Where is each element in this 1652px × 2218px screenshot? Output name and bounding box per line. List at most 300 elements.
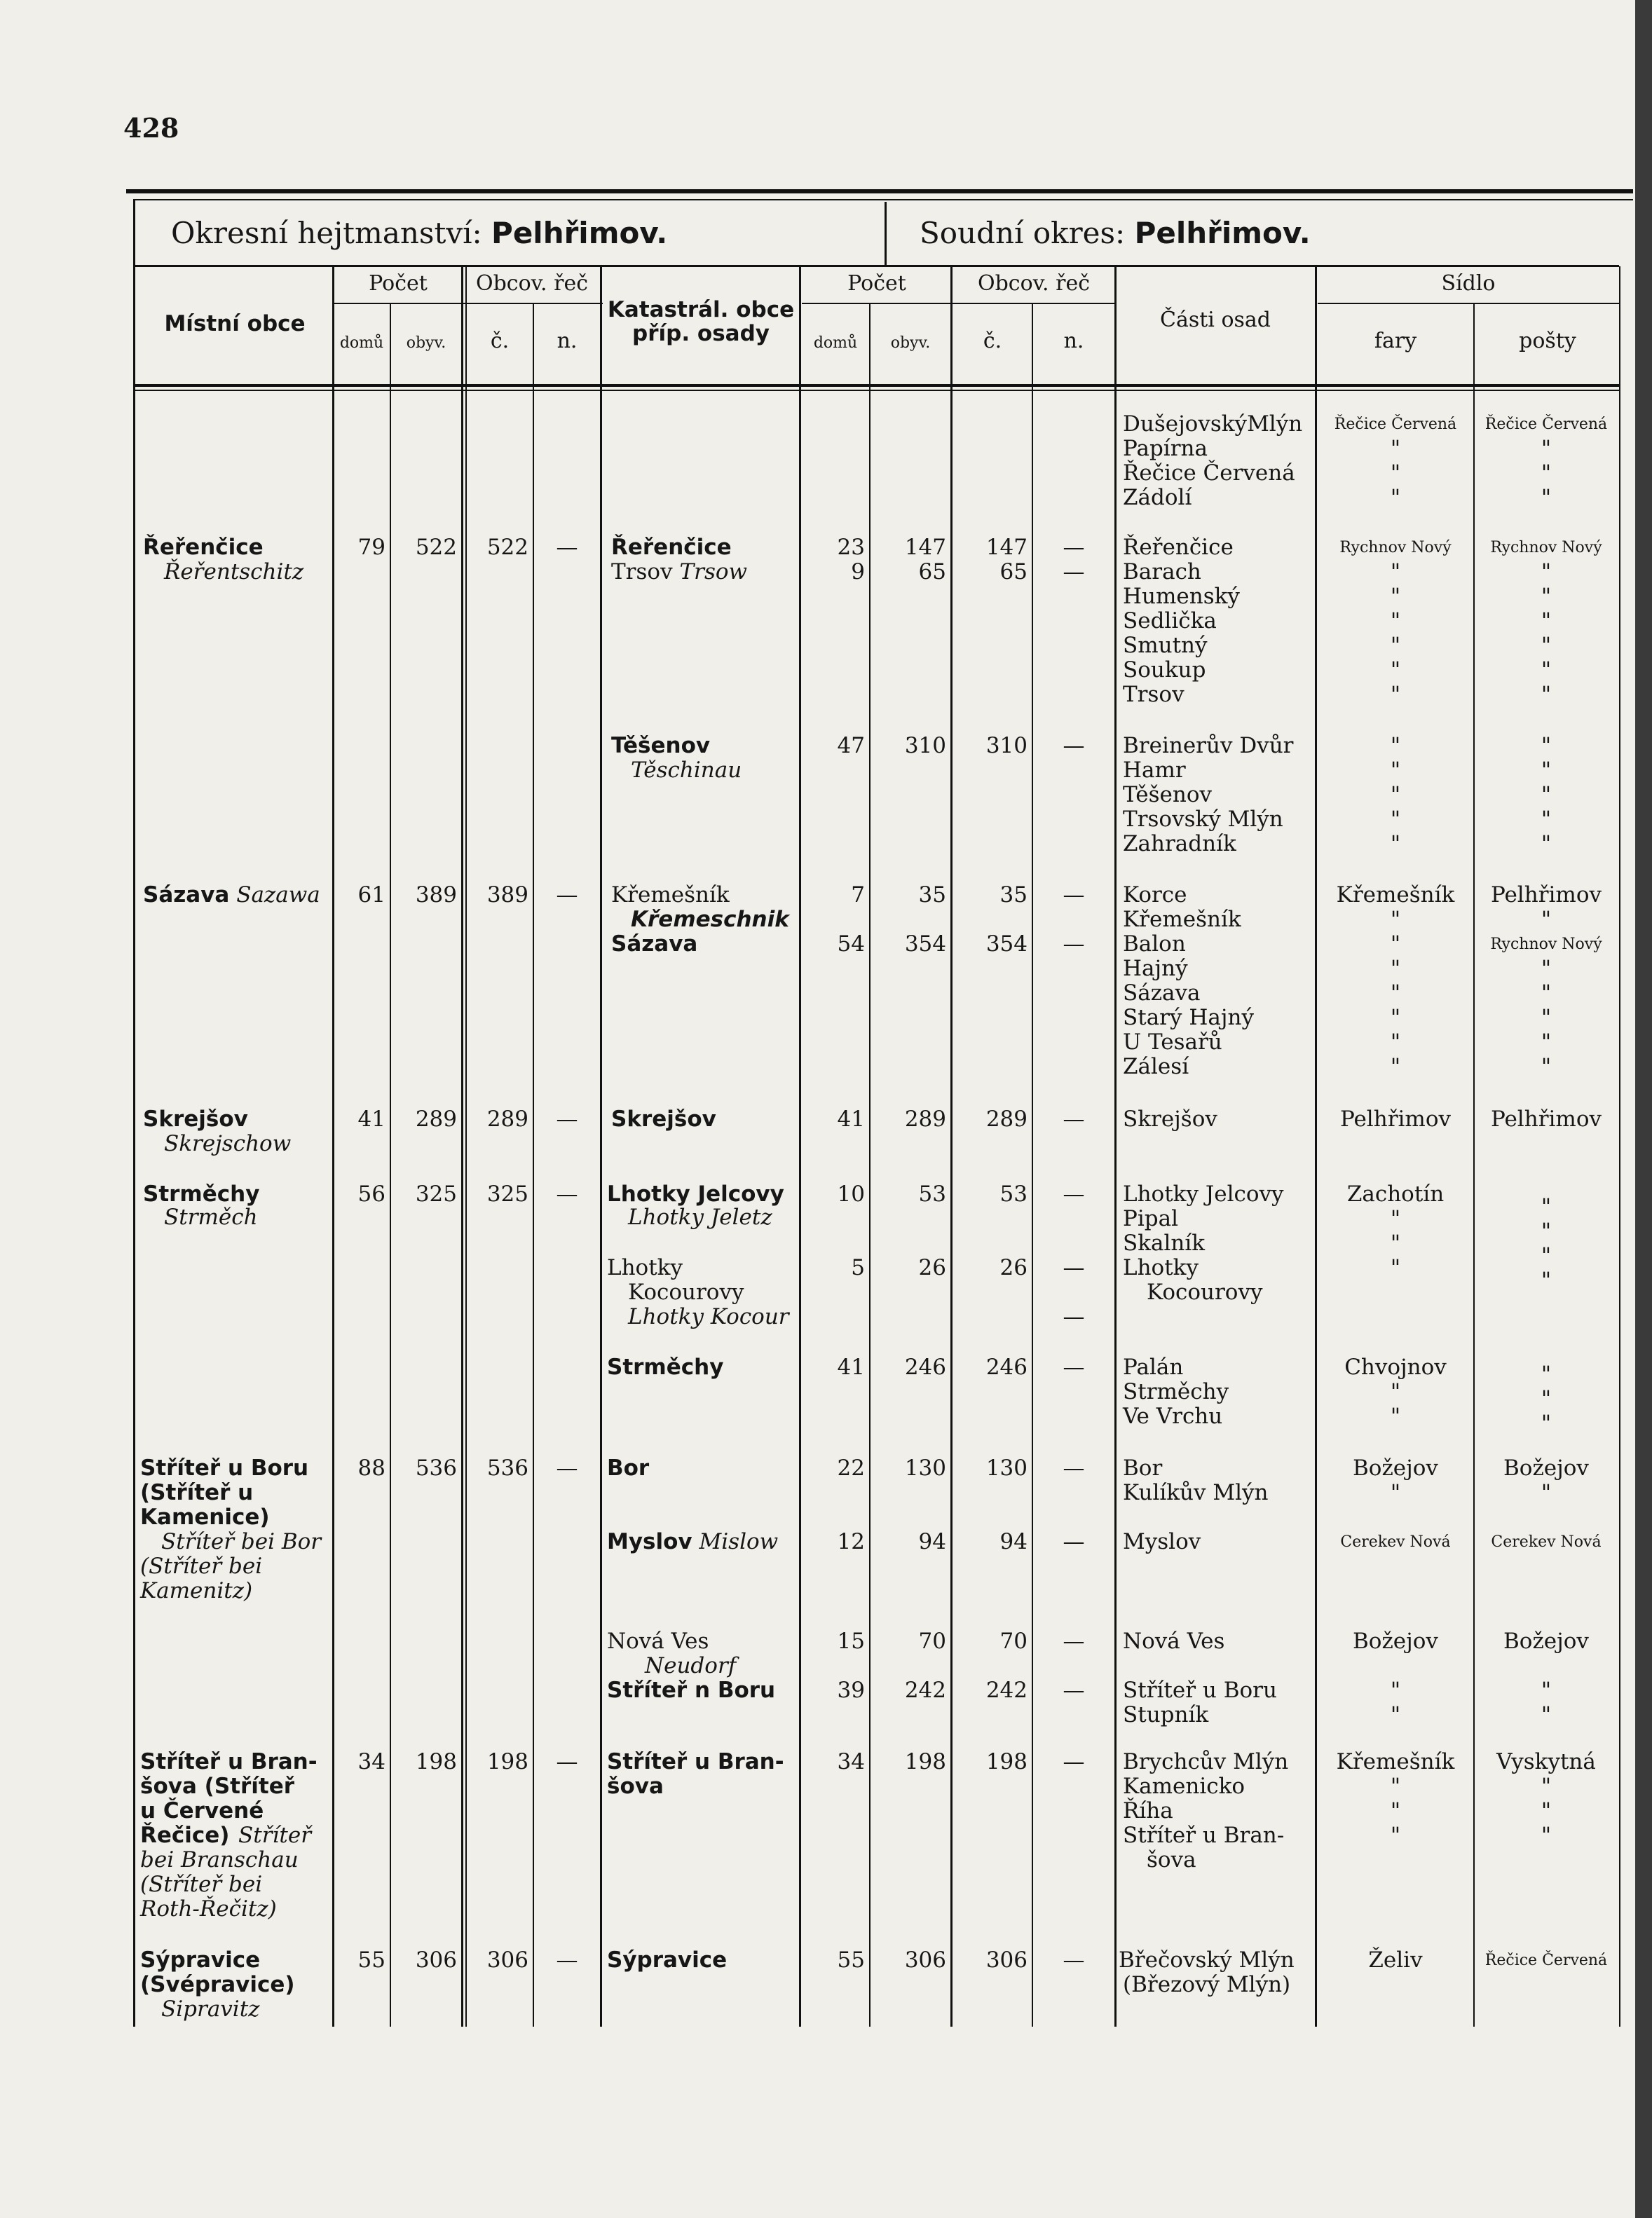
german-speakers: — [556, 1456, 578, 1481]
cad-czech: 246 [985, 1355, 1028, 1380]
cad-houses: 9 [851, 559, 865, 584]
parish-seat: " [1390, 657, 1401, 683]
municipality-name: Sázava [143, 882, 230, 908]
parish-seat: " [1390, 460, 1401, 486]
col-c-2: č. [983, 329, 1002, 353]
cad-houses: 54 [837, 931, 865, 957]
cad-german: — [1063, 1182, 1085, 1207]
col-n-1: n. [557, 329, 578, 353]
settlement-part: Těšenov [1123, 782, 1213, 807]
cad-czech: 306 [985, 1947, 1028, 1973]
houses-count: 34 [357, 1749, 385, 1774]
vline-10 [1114, 266, 1117, 2027]
german-speakers: — [556, 1947, 578, 1973]
post-seat: " [1541, 608, 1552, 634]
cad-residents: 94 [918, 1529, 946, 1554]
settlement-part: Hajný [1123, 956, 1188, 981]
post-seat: Božejov [1503, 1629, 1589, 1654]
settlement-part: Zahradník [1123, 831, 1236, 856]
german-speakers: — [556, 1107, 578, 1132]
post-seat: " [1541, 657, 1552, 683]
municipality-german: (Stříteř bei [140, 1872, 263, 1897]
cadastral-german: Mislow [699, 1529, 779, 1554]
top-rule-2 [133, 199, 1633, 200]
post-seat: " [1541, 758, 1552, 783]
parish-seat: " [1390, 1255, 1401, 1280]
post-seat: " [1541, 1219, 1552, 1244]
post-seat: " [1541, 980, 1552, 1006]
cadastral-name: Trsov [611, 559, 673, 584]
cad-houses: 5 [851, 1255, 865, 1280]
municipality-name-alt: (Svépravice) [140, 1972, 295, 1997]
cadastral-row [607, 1530, 778, 1554]
cad-houses: 41 [837, 1107, 865, 1132]
post-seat: " [1541, 1774, 1552, 1799]
cad-residents: 35 [918, 882, 946, 908]
cad-czech: 94 [999, 1529, 1028, 1554]
parish-seat: " [1390, 733, 1401, 758]
post-seat: " [1541, 807, 1552, 832]
parish-seat: " [1390, 633, 1401, 658]
houses-count: 79 [357, 535, 385, 560]
vline-9 [1032, 303, 1033, 2027]
parish-seat: Křemešník [1336, 1749, 1455, 1774]
parish-seat: " [1390, 1823, 1401, 1848]
vline-left [133, 200, 135, 2027]
post-seat: " [1541, 782, 1552, 807]
parish-seat: " [1390, 1379, 1401, 1404]
post-seat: " [1541, 485, 1552, 510]
municipality-german: Sazawa [236, 882, 320, 908]
post-seat: " [1541, 1480, 1552, 1505]
parish-seat: Řečice Červená [1334, 416, 1457, 433]
post-seat: " [1541, 460, 1552, 486]
col-c-1: č. [490, 329, 510, 353]
cad-german: — [1063, 535, 1085, 560]
settlement-part: Papírna [1123, 436, 1208, 461]
cadastral-german: Lhotky Kocour [628, 1304, 789, 1329]
municipality-name: Stříteř u Bran- [140, 1749, 318, 1774]
municipality-german: Strměch [164, 1205, 258, 1230]
cadastral-german: Trsow [679, 559, 748, 584]
cadastral-german: Neudorf [645, 1653, 737, 1678]
cadastral-name: Lhotky Jelcovy [607, 1182, 784, 1207]
post-seat: " [1541, 1054, 1552, 1079]
settlement-part: Sázava [1123, 980, 1201, 1006]
cad-residents: 198 [904, 1749, 946, 1774]
parish-seat: " [1390, 682, 1401, 707]
municipality-name: Sýpravice [140, 1947, 261, 1973]
post-seat: " [1541, 559, 1552, 584]
settlement-part: Stupník [1123, 1702, 1209, 1727]
cad-german: — [1063, 1456, 1085, 1481]
cadastral-name: Bor [607, 1456, 650, 1481]
settlement-part: Bor [1123, 1456, 1163, 1481]
col-n-2: n. [1063, 329, 1084, 353]
cad-german: — [1063, 559, 1085, 584]
cad-houses: 15 [837, 1629, 865, 1654]
district-header [171, 216, 667, 250]
post-seat: Pelhřimov [1491, 882, 1602, 908]
cad-german: — [1063, 1749, 1085, 1774]
parish-seat: " [1390, 956, 1401, 981]
houses-count: 55 [357, 1947, 385, 1973]
parish-seat: " [1390, 782, 1401, 807]
residents-count: 536 [415, 1456, 457, 1481]
cad-czech: 198 [985, 1749, 1028, 1774]
settlement-part: Barach [1123, 559, 1201, 584]
settlement-part: DušejovskýMlýn [1123, 411, 1303, 437]
cad-german: — [1063, 1107, 1085, 1132]
municipality-name: Strměchy [143, 1182, 260, 1207]
post-seat: " [1541, 682, 1552, 707]
header-rule [133, 265, 1619, 267]
cadastral-name: Lhotky [607, 1255, 683, 1280]
settlement-part: Starý Hajný [1123, 1005, 1254, 1030]
settlement-part: Palán [1123, 1355, 1184, 1380]
municipality-name-alt: u Červené [140, 1798, 264, 1823]
settlement-part: Stříteř u Bran- [1123, 1823, 1285, 1848]
cadastral-name: Strměchy [607, 1355, 724, 1380]
cad-residents: 65 [918, 559, 946, 584]
parish-seat: " [1390, 758, 1401, 783]
parish-seat: Pelhřimov [1340, 1107, 1451, 1132]
vline-11 [1315, 266, 1317, 2027]
col-casti-osad: Části osad [1160, 308, 1271, 332]
cad-czech: 289 [985, 1107, 1028, 1132]
czech-speakers: 522 [486, 535, 528, 560]
settlement-part: Humenský [1123, 584, 1240, 609]
parish-seat: " [1390, 1702, 1401, 1727]
municipality-german: Skrejschow [164, 1131, 292, 1156]
post-seat: " [1541, 1386, 1552, 1411]
residents-count: 325 [415, 1182, 457, 1207]
cad-houses: 47 [837, 733, 865, 758]
cadastral-name: Nová Ves [607, 1629, 709, 1654]
parish-seat: " [1390, 1678, 1401, 1703]
cad-residents: 306 [904, 1947, 946, 1973]
cad-residents: 242 [904, 1678, 946, 1703]
parish-seat: " [1390, 608, 1401, 634]
parish-seat: " [1390, 1005, 1401, 1030]
court-value: Pelhřimov. [1134, 216, 1311, 250]
german-speakers: — [556, 535, 578, 560]
vline-7 [869, 303, 871, 2027]
cadastral-german: Těschinau [631, 758, 742, 783]
residents-count: 306 [415, 1947, 457, 1973]
header-bottom-rule [133, 384, 1619, 387]
cad-residents: 70 [918, 1629, 946, 1654]
settlement-part: Skrejšov [1123, 1107, 1217, 1132]
settlement-part: Hamr [1123, 758, 1186, 783]
cad-residents: 354 [904, 931, 946, 957]
parish-seat: Rychnov Nový [1339, 539, 1452, 556]
subheader-rule-1 [334, 303, 603, 304]
parish-seat: Cerekev Nová [1340, 1533, 1451, 1551]
settlement-part: Myslov [1123, 1529, 1201, 1554]
settlement-part: Kulíkův Mlýn [1123, 1480, 1269, 1505]
cad-german: — [1063, 1529, 1085, 1554]
post-seat: " [1541, 956, 1552, 981]
czech-speakers: 325 [486, 1182, 528, 1207]
col-sidlo: Sídlo [1441, 271, 1496, 296]
cad-houses: 34 [837, 1749, 865, 1774]
settlement-part: Lhotky Jelcovy [1123, 1182, 1284, 1207]
czech-speakers: 389 [486, 882, 528, 908]
cad-houses: 10 [837, 1182, 865, 1207]
district-label: Okresní hejtmanství: [171, 216, 482, 250]
col-pocet-1: Počet [369, 271, 428, 296]
cadastral-german: Křemeschnik [631, 907, 789, 932]
cad-houses: 7 [851, 882, 865, 908]
cad-german: — [1063, 931, 1085, 957]
cadastral-name: Sázava [611, 931, 698, 957]
municipality-name-alt: šova (Stříteř [140, 1774, 295, 1799]
czech-speakers: 289 [486, 1107, 528, 1132]
parish-seat: " [1390, 584, 1401, 609]
parish-seat: " [1390, 485, 1401, 510]
cadastral-name: Křemešník [611, 882, 730, 908]
houses-count: 56 [357, 1182, 385, 1207]
settlement-part: U Tesařů [1123, 1029, 1222, 1055]
cadastral-name: Skrejšov [611, 1107, 716, 1132]
cadastral-name: Sýpravice [607, 1947, 728, 1973]
parish-seat: " [1390, 1480, 1401, 1505]
post-seat: " [1541, 1702, 1552, 1727]
cadastral-name-cont: šova [607, 1774, 664, 1799]
post-seat: Vyskytná [1496, 1749, 1596, 1774]
cadastral-name: Řeřenčice [611, 535, 732, 560]
cadastral-name: Stříteř n Boru [607, 1678, 776, 1703]
residents-count: 389 [415, 882, 457, 908]
municipality-name-alt: Řečice) [140, 1823, 230, 1848]
municipality-german: Kamenitz) [140, 1578, 253, 1603]
houses-count: 41 [357, 1107, 385, 1132]
col-posty: pošty [1519, 329, 1576, 353]
municipality-german: Řeřentschitz [164, 559, 304, 584]
parish-seat: " [1390, 1206, 1401, 1231]
municipality-name: Skrejšov [143, 1107, 248, 1132]
residents-count: 198 [415, 1749, 457, 1774]
cad-german: — [1063, 1304, 1085, 1329]
post-seat: " [1541, 1029, 1552, 1055]
cad-residents: 246 [904, 1355, 946, 1380]
vline-5 [600, 266, 602, 2027]
district-value: Pelhřimov. [491, 216, 668, 250]
cadastral-name: Těšenov [611, 733, 711, 758]
vline-6 [799, 266, 801, 2027]
settlement-part: Řečice Červená [1123, 460, 1295, 486]
czech-speakers: 198 [486, 1749, 528, 1774]
cad-czech: 354 [985, 931, 1028, 957]
settlement-part: Skalník [1123, 1231, 1206, 1256]
houses-count: 61 [357, 882, 385, 908]
post-seat: " [1541, 584, 1552, 609]
settlement-part: Zálesí [1123, 1054, 1189, 1079]
cad-residents: 310 [904, 733, 946, 758]
settlement-part: Brychcův Mlýn [1123, 1749, 1289, 1774]
top-rule [126, 189, 1633, 193]
german-speakers: — [556, 1749, 578, 1774]
cad-houses: 22 [837, 1456, 865, 1481]
vline-right [1619, 266, 1620, 2027]
parish-seat: Chvojnov [1344, 1355, 1447, 1380]
post-seat: Řečice Červená [1484, 1952, 1608, 1969]
col-fary: fary [1374, 329, 1417, 353]
settlement-part: Trsov [1123, 682, 1185, 707]
settlement-part: Smutný [1123, 633, 1208, 658]
cad-residents: 130 [904, 1456, 946, 1481]
settlement-part: Strměchy [1123, 1379, 1229, 1404]
col-katastral: Katastrál. obce příp. osady [607, 297, 795, 347]
settlement-part: Řeřenčice [1123, 535, 1234, 560]
cad-houses: 41 [837, 1355, 865, 1380]
cad-czech: 147 [985, 535, 1028, 560]
german-speakers: — [556, 1182, 578, 1207]
cad-houses: 12 [837, 1529, 865, 1554]
cad-residents: 26 [918, 1255, 946, 1280]
cad-czech: 65 [999, 559, 1028, 584]
post-seat: " [1541, 831, 1552, 856]
cad-houses: 23 [837, 535, 865, 560]
vline-4 [533, 303, 534, 2027]
czech-speakers: 536 [486, 1456, 528, 1481]
parish-seat: " [1390, 907, 1401, 932]
settlement-part: Kamenicko [1123, 1774, 1245, 1799]
cad-german: — [1063, 1947, 1085, 1973]
parish-seat: Křemešník [1336, 882, 1455, 908]
col-domu-2: domů [813, 334, 858, 352]
post-seat: Rychnov Nový [1490, 936, 1602, 953]
municipality-german: Stříteř bei Bor [161, 1529, 322, 1554]
municipality-name-alt: Kamenice) [140, 1505, 270, 1530]
page-number: 428 [123, 112, 179, 144]
post-seat: " [1541, 733, 1552, 758]
parish-seat: Božejov [1353, 1629, 1438, 1654]
vline-12 [1473, 303, 1475, 2027]
settlement-part-cont: šova [1147, 1847, 1196, 1873]
subheader-rule-3 [1318, 303, 1619, 304]
settlement-part: Křemešník [1123, 907, 1241, 932]
parish-seat: Želiv [1368, 1947, 1423, 1973]
post-seat: Řečice Červená [1484, 416, 1608, 433]
post-seat: Pelhřimov [1491, 1107, 1602, 1132]
header-divider [885, 202, 887, 266]
settlement-part: Pipal [1123, 1206, 1179, 1231]
post-seat: " [1541, 1823, 1552, 1848]
settlement-part: Sedlička [1123, 608, 1217, 634]
post-seat: " [1541, 907, 1552, 932]
header-bottom-rule-2 [133, 390, 1619, 391]
municipality-row [143, 883, 320, 908]
municipality-name-alt: (Stříteř u [140, 1480, 254, 1505]
settlement-part: Balon [1123, 931, 1186, 957]
parish-seat: " [1390, 1774, 1401, 1799]
vline-2 [390, 303, 391, 2027]
cad-german: — [1063, 1678, 1085, 1703]
cadastral-german: Lhotky Jeletz [628, 1205, 772, 1230]
post-seat: " [1541, 1411, 1552, 1436]
cad-houses: 39 [837, 1678, 865, 1703]
municipality-german: Stříteř [238, 1823, 312, 1848]
settlement-part: Ve Vrchu [1123, 1404, 1223, 1429]
settlement-part: Korce [1123, 882, 1187, 908]
settlement-part: Lhotky [1123, 1255, 1199, 1280]
cad-czech: 26 [999, 1255, 1028, 1280]
col-pocet-2: Počet [847, 271, 906, 296]
settlement-part: (Březový Mlýn) [1123, 1972, 1291, 1997]
municipality-german: Sipravitz [161, 1997, 260, 2022]
subheader-rule-2 [802, 303, 1114, 304]
post-seat: " [1541, 1798, 1552, 1823]
col-obyv-1: obyv. [406, 334, 446, 352]
settlement-part: Říha [1123, 1798, 1173, 1823]
parish-seat: Zachotín [1346, 1182, 1445, 1207]
residents-count: 289 [415, 1107, 457, 1132]
municipality-german: bei Branschau [140, 1847, 299, 1873]
col-obcov-1: Obcov. řeč [475, 271, 589, 296]
cad-german: — [1063, 1255, 1085, 1280]
vline-3 [461, 266, 463, 2027]
cad-czech: 35 [999, 882, 1028, 908]
settlement-part: Breinerův Dvůr [1123, 733, 1294, 758]
cad-czech: 130 [985, 1456, 1028, 1481]
post-seat: " [1541, 1678, 1552, 1703]
cadastral-name: Stříteř u Bran- [607, 1749, 784, 1774]
cad-houses: 55 [837, 1947, 865, 1973]
cad-german: — [1063, 733, 1085, 758]
parish-seat: " [1390, 831, 1401, 856]
czech-speakers: 306 [486, 1947, 528, 1973]
parish-seat: " [1390, 1798, 1401, 1823]
settlement-part-cont: Kocourovy [1147, 1280, 1263, 1305]
post-seat: " [1541, 436, 1552, 461]
settlement-part: Břečovský Mlýn [1119, 1947, 1295, 1973]
cad-residents: 289 [904, 1107, 946, 1132]
post-seat: " [1541, 1243, 1552, 1268]
settlement-part: Soukup [1123, 657, 1206, 683]
cad-german: — [1063, 1355, 1085, 1380]
cad-czech: 242 [985, 1678, 1028, 1703]
parish-seat: " [1390, 559, 1401, 584]
settlement-part: Nová Ves [1123, 1629, 1225, 1654]
houses-count: 88 [357, 1456, 385, 1481]
settlement-part: Trsovský Mlýn [1123, 807, 1283, 832]
parish-seat: " [1390, 807, 1401, 832]
cad-residents: 53 [918, 1182, 946, 1207]
cad-czech: 310 [985, 733, 1028, 758]
settlement-part: Zádolí [1123, 485, 1192, 510]
cad-czech: 70 [999, 1629, 1028, 1654]
post-seat: " [1541, 1005, 1552, 1030]
parish-seat: " [1390, 1231, 1401, 1256]
parish-seat: " [1390, 931, 1401, 957]
post-seat: " [1541, 633, 1552, 658]
cadastral-row [611, 560, 747, 584]
parish-seat: " [1390, 980, 1401, 1006]
court-label: Soudní okres: [920, 216, 1126, 250]
residents-count: 522 [415, 535, 457, 560]
vline-8 [950, 266, 953, 2027]
post-seat: Rychnov Nový [1490, 539, 1602, 556]
municipality-german: Roth-Řečitz) [140, 1896, 277, 1922]
parish-seat: " [1390, 1054, 1401, 1079]
german-speakers: — [556, 882, 578, 908]
cad-german: — [1063, 1629, 1085, 1654]
parish-seat: " [1390, 436, 1401, 461]
post-seat: Cerekev Nová [1491, 1533, 1602, 1551]
municipality-name: Stříteř u Boru [140, 1456, 309, 1481]
